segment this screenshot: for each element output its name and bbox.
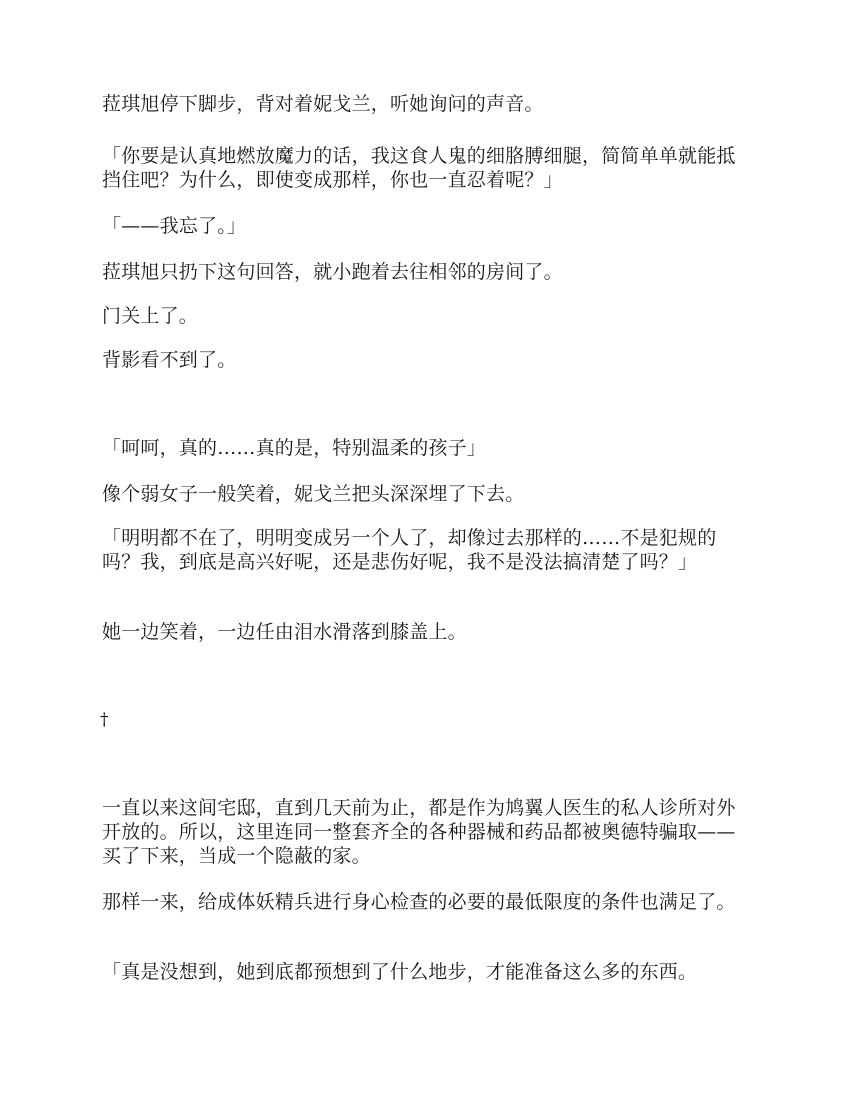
paragraph: 「呵呵，真的……真的是，特别温柔的孩子」 <box>102 437 487 459</box>
paragraph: 菈琪旭停下脚步，背对着妮戈兰，听她询问的声音。 <box>102 93 544 115</box>
paragraph: 「你要是认真地燃放魔力的话，我这食人鬼的细胳膊细腿，简简单单就能抵挡住吧？为什么，即使变成那样，你也一直忍着呢？」 <box>102 145 736 191</box>
paragraph: 那样一来，给成体妖精兵进行身心检查的必要的最低限度的条件也满足了。 <box>102 891 736 913</box>
paragraph: 门关上了。 <box>102 305 199 327</box>
paragraph: 背影看不到了。 <box>102 349 237 371</box>
section-separator: † <box>100 710 109 730</box>
paragraph: 「——我忘了。」 <box>102 215 247 237</box>
paragraph: 她一边笑着，一边任由泪水滑落到膝盖上。 <box>102 621 467 643</box>
paragraph: 像个弱女子一般笑着，妮戈兰把头深深埋了下去。 <box>102 483 525 505</box>
paragraph: 一直以来这间宅邸，直到几天前为止，都是作为鸠翼人医生的私人诊所对外开放的。所以，这里连同一整套齐全的各种器械和药品都被奥德特骗取——买了下来，当成一个隐蔽的家。 <box>102 797 736 867</box>
paragraph: 菈琪旭只扔下这句回答，就小跑着去往相邻的房间了。 <box>102 261 563 283</box>
paragraph: 「明明都不在了，明明变成另一个人了，却像过去那样的……不是犯规的吗？我，到底是高兴好呢，还是悲伤好呢，我不是没法搞清楚了吗？」 <box>102 527 717 573</box>
paragraph: 「真是没想到，她到底都预想到了什么地步，才能准备这么多的东西。 <box>102 961 698 983</box>
